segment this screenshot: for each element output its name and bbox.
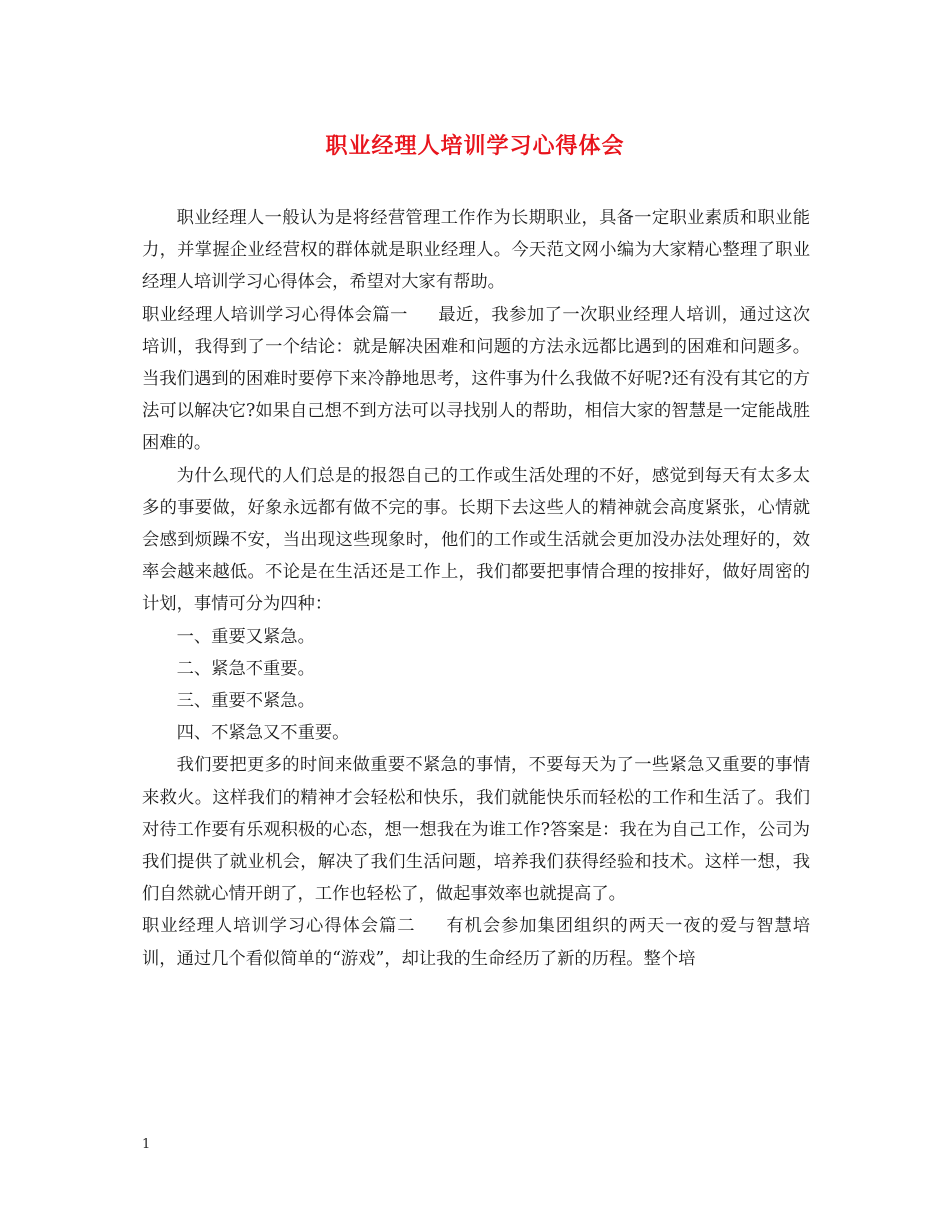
document-title: 职业经理人培训学习心得体会: [325, 133, 625, 159]
paragraph-2: 为什么现代的人们总是的报怨自己的工作或生活处理的不好，感觉到每天有太多太多的事要做，好象永远都有做不完的事。长期下去这些人的精神就会高度紧张，心情就会感到烦躁不安，当出现这些现象时，他们的工作或生活就会更加没办法处理好的，效率会越来越低。不论是在生活还是工作上，我们都要把事情合理的按排好，做好周密的计划，事情可分为四种：: [142, 465, 810, 615]
intro-paragraph: 职业经理人一般认为是将经营管理工作作为长期职业，具备一定职业素质和职业能力，并掌握企业经营权的群体就是职业经理人。今天范文网小编为大家精心整理了职业经理人培训学习心得体会，希望对大家有帮助。: [142, 208, 810, 293]
list-item-3: 三、重要不紧急。: [176, 691, 315, 712]
document-body: [142, 202, 810, 975]
section-2-paragraph: [142, 910, 810, 974]
section-1-heading: 职业经理人培训学习心得体会篇一: [142, 304, 408, 325]
section-2-text: 有机会参加集团组织的两天一夜的爱与智慧培训，通过几个看似简单的“游戏”，却让我的生命经历了新的历程。整个培: [142, 916, 810, 969]
section-1-paragraph: [142, 299, 810, 460]
section-1-text: 最近，我参加了一次职业经理人培训，通过这次培训，我得到了一个结论：就是解决困难和问题的方法永远都比遇到的困难和问题多。当我们遇到的困难时要停下来冷静地思考，这件事为什么我做不好呢?还有没有其它的方法可以解决它?如果自己想不到方法可以寻找别人的帮助，相信大家的智慧是一定能战胜困难的。: [142, 304, 810, 454]
list-item-4: 四、不紧急又不重要。: [176, 723, 350, 744]
list-item-1: 一、重要又紧急。: [176, 626, 315, 647]
list-item-2: 二、紧急不重要。: [176, 658, 315, 679]
section-2-heading: 职业经理人培训学习心得体会篇二: [142, 916, 416, 937]
page-number: 1: [142, 1137, 151, 1152]
paragraph-3: 我们要把更多的时间来做重要不紧急的事情，不要每天为了一些紧急又重要的事情来救火。这样我们的精神才会轻松和快乐，我们就能快乐而轻松的工作和生活了。我们对待工作要有乐观积极的心态，想一想我在为谁工作?答案是：我在为自己工作，公司为我们提供了就业机会，解决了我们生活问题，培养我们获得经验和技术。这样一想，我们自然就心情开朗了，工作也轻松了，做起事效率也就提高了。: [142, 755, 810, 905]
